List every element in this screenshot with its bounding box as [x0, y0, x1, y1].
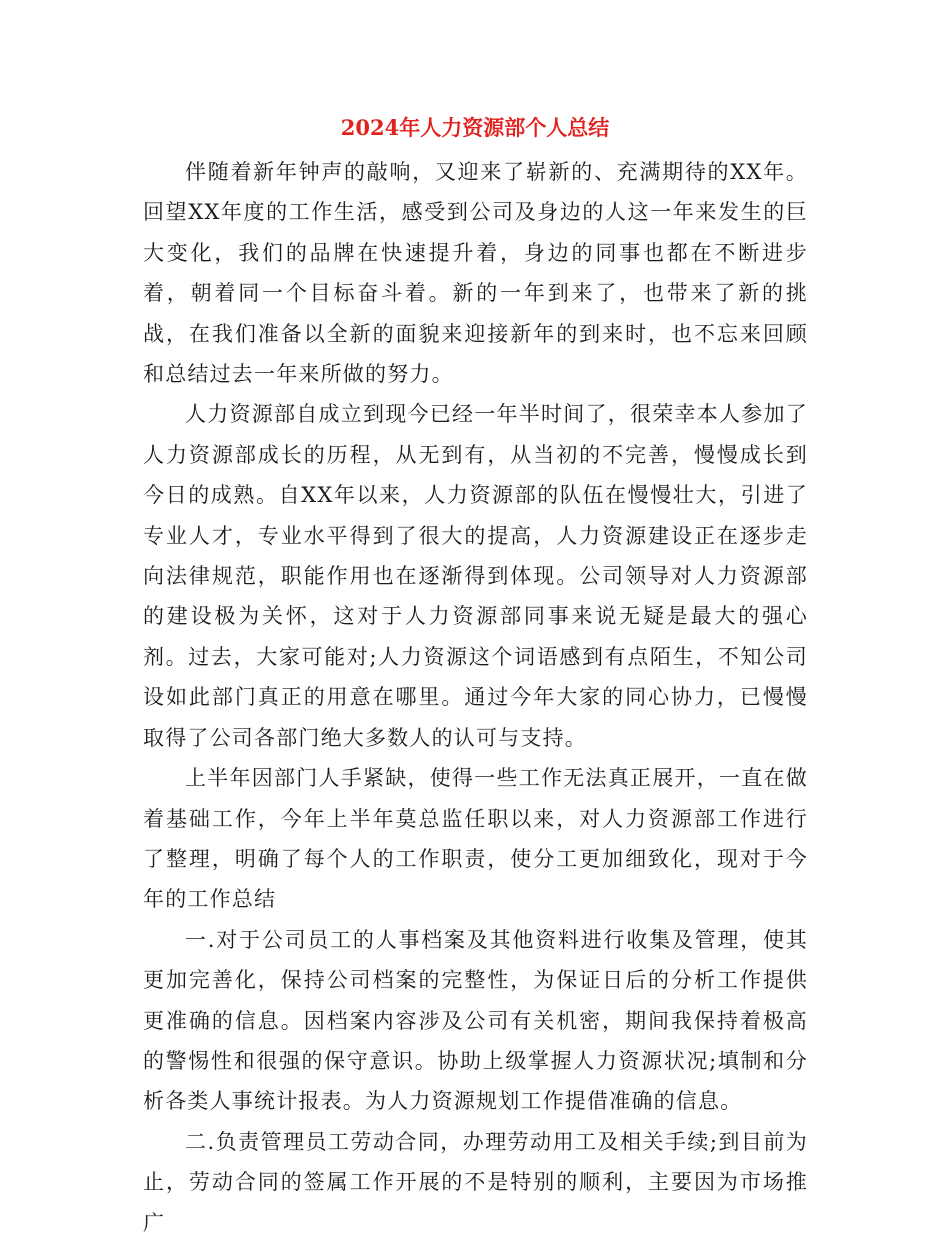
- paragraph-department-history: 人力资源部自成立到现今已经一年半时间了，很荣幸本人参加了人力资源部成长的历程，从无到有，从当初的不完善，慢慢成长到今日的成熟。自XX年以来，人力资源部的队伍在慢慢壮大，引进了专业人才，专业水平得到了很大的提高，人力资源建设正在逐步走向法律规范，职能作用也在逐渐得到体现。公司领导对人力资源部的建设极为关怀，这对于人力资源部同事来说无疑是最大的强心剂。过去，大家可能对;人力资源这个词语感到有点陌生，不知公司设如此部门真正的用意在哪里。通过今年大家的同心协力，已慢慢取得了公司各部门绝大多数人的认可与支持。: [143, 402, 808, 750]
- document-title: 2024年人力资源部个人总结: [340, 115, 610, 140]
- paragraph-item-two: 二.负责管理员工劳动合同，办理劳动用工及相关手续;到目前为止，劳动合同的签属工作开展的不是特别的顺利，主要因为市场推广: [143, 1129, 808, 1235]
- paragraph-item-one: 一.对于公司员工的人事档案及其他资料进行收集及管理，使其更加完善化，保持公司档案的完整性，为保证日后的分析工作提供更准确的信息。因档案内容涉及公司有关机密，期间我保持着极高的警惕性和很强的保守意识。协助上级掌握人力资源状况;填制和分析各类人事统计报表。为人力资源规划工作提借准确的信息。: [143, 927, 808, 1114]
- paragraph-first-half-year: 上半年因部门人手紧缺，使得一些工作无法真正展开，一直在做着基础工作，今年上半年莫总监任职以来，对人力资源部工作进行了整理，明确了每个人的工作职责，使分工更加细致化，现对于今年的工作总结: [143, 766, 808, 912]
- document-body: [143, 152, 808, 1243]
- paragraph-intro: 伴随着新年钟声的敲响，又迎来了崭新的、充满期待的XX年。回望XX年度的工作生活，感受到公司及身边的人这一年来发生的巨大变化，我们的品牌在快速提升着，身边的同事也都在不断进步着，朝着同一个目标奋斗着。新的一年到来了，也带来了新的挑战，在我们准备以全新的面貌来迎接新年的到来时，也不忘来回顾和总结过去一年来所做的努力。: [143, 160, 808, 387]
